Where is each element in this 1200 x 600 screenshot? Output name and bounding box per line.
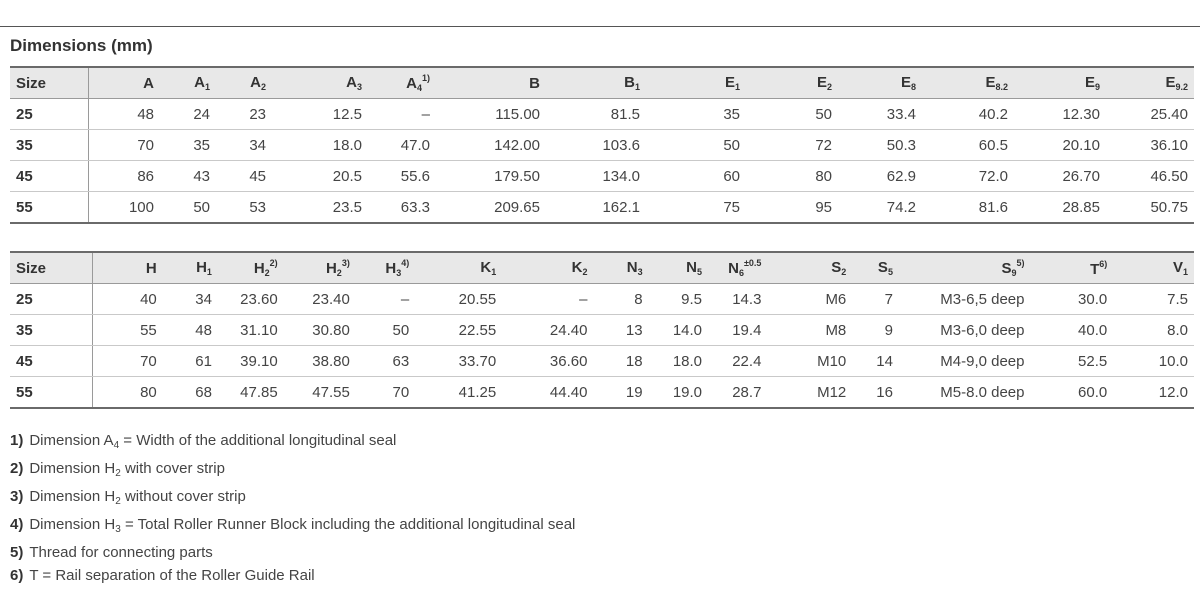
table-cell: 23.5	[272, 192, 368, 224]
table-cell: M4-9,0 deep	[899, 346, 1031, 377]
table-cell: 55	[93, 315, 163, 346]
column-header	[272, 67, 368, 99]
table-cell: 40.2	[922, 99, 1014, 130]
table-cell: 18.0	[272, 130, 368, 161]
header-subscript: 8	[910, 82, 916, 92]
column-header	[767, 252, 852, 284]
column-header	[216, 67, 272, 99]
table-cell: 80	[746, 161, 838, 192]
table-cell: M3-6,5 deep	[899, 284, 1031, 315]
footnote-text-end: with cover strip	[120, 460, 225, 477]
footnote-text: Dimension H	[29, 460, 116, 477]
header-subscript: 3	[637, 267, 643, 277]
table-cell: 16	[852, 377, 899, 409]
footnote-line	[10, 564, 575, 587]
footnote-text: T = Rail separation of the Roller Guide Rail	[29, 567, 315, 584]
column-header	[436, 67, 546, 99]
table-cell: 28.85	[1014, 192, 1106, 224]
header-symbol: A	[194, 74, 205, 91]
header-subscript: 1	[206, 267, 212, 277]
table-row	[10, 377, 1194, 409]
header-subscript: 3	[396, 268, 402, 278]
table-cell: 36.60	[502, 346, 593, 377]
column-header	[163, 252, 218, 284]
table-cell: 39.10	[218, 346, 284, 377]
header-symbol: E	[900, 74, 911, 91]
table-cell: 25.40	[1106, 99, 1194, 130]
footnotes	[10, 429, 575, 587]
table-cell: 12.0	[1113, 377, 1194, 409]
footnote-line	[10, 485, 575, 513]
footnote-text-end: = Total Roller Runner Block including the additional longitudinal seal	[120, 516, 576, 533]
footnote-subscript: 4	[113, 440, 120, 451]
table-cell: 61	[163, 346, 218, 377]
header-symbol: E	[816, 74, 827, 91]
table-cell: 14	[852, 346, 899, 377]
header-subscript: 5	[887, 267, 893, 277]
table-cell: 75	[646, 192, 746, 224]
column-header	[160, 67, 216, 99]
header-symbol: N	[728, 260, 739, 277]
table-cell: 81.5	[546, 99, 646, 130]
size-cell: 25	[10, 284, 93, 315]
header-symbol: H	[325, 260, 337, 277]
footnote-number: 2)	[10, 460, 24, 477]
footnote-line	[10, 541, 575, 564]
table-cell: 7.5	[1113, 284, 1194, 315]
table-cell: 50	[646, 130, 746, 161]
table-cell: 35	[160, 130, 216, 161]
column-header	[93, 252, 163, 284]
table-cell: 36.10	[1106, 130, 1194, 161]
footnote-number: 1)	[10, 432, 24, 449]
footnote-subscript: 2	[115, 468, 121, 479]
table-cell: 55.6	[368, 161, 436, 192]
header-subscript: 9	[1011, 268, 1017, 278]
header-footnote-ref: 1)	[421, 73, 430, 83]
header-footnote-ref: 5)	[1016, 258, 1025, 268]
column-header	[88, 67, 160, 99]
column-header	[10, 67, 88, 99]
table-cell: 7	[852, 284, 899, 315]
table-cell: 50.75	[1106, 192, 1194, 224]
table-cell: 134.0	[546, 161, 646, 192]
table-cell: 72.0	[922, 161, 1014, 192]
table-cell: 47.55	[284, 377, 356, 409]
table-cell: 9	[852, 315, 899, 346]
table-cell: 43	[160, 161, 216, 192]
table-cell: 40	[93, 284, 163, 315]
table-cell: 115.00	[436, 99, 546, 130]
footnote-text-end: = Width of the additional longitudinal seal	[119, 432, 397, 449]
header-footnote-ref: 4)	[401, 258, 410, 268]
table-cell: 18.0	[649, 346, 708, 377]
size-cell: 45	[10, 346, 93, 377]
column-header	[649, 252, 708, 284]
header-subscript: 2	[826, 82, 832, 92]
table-cell: 63.3	[368, 192, 436, 224]
table-cell: 13	[593, 315, 648, 346]
header-symbol: A	[346, 74, 357, 91]
table-cell: M5-8.0 deep	[899, 377, 1031, 409]
table-cell: 33.4	[838, 99, 922, 130]
footnote-subscript: 3	[115, 524, 121, 535]
table-cell: 14.0	[649, 315, 708, 346]
header-symbol: H	[145, 259, 157, 277]
dimensions-table-2	[10, 251, 1194, 409]
table-cell: 12.5	[272, 99, 368, 130]
column-header	[356, 252, 415, 284]
size-cell: 35	[10, 315, 93, 346]
header-symbol: S	[1001, 260, 1012, 277]
table-cell: 41.25	[415, 377, 502, 409]
table-header-row	[10, 252, 1194, 284]
column-header	[546, 67, 646, 99]
table-cell: 70	[88, 130, 160, 161]
table-row	[10, 161, 1194, 192]
header-symbol: Size	[16, 74, 47, 92]
footnote-line	[10, 457, 575, 485]
footnote-text: Dimension A	[29, 432, 114, 449]
table-cell: 50	[356, 315, 415, 346]
column-header	[838, 67, 922, 99]
size-cell: 55	[10, 192, 88, 224]
size-cell: 35	[10, 130, 88, 161]
header-subscript: 1	[1182, 267, 1188, 277]
footnote-text: Dimension H	[29, 488, 116, 505]
table-cell: 72	[746, 130, 838, 161]
table-cell: 20.55	[415, 284, 502, 315]
header-subscript: 2	[582, 267, 588, 277]
table-cell: –	[502, 284, 593, 315]
table-cell: 24.40	[502, 315, 593, 346]
table-cell: 35	[646, 99, 746, 130]
header-symbol: N	[626, 259, 638, 276]
column-header	[218, 252, 284, 284]
header-subscript: 8.2	[995, 82, 1008, 92]
table-cell: 22.4	[708, 346, 767, 377]
table-cell: 18	[593, 346, 648, 377]
table-cell: 19.0	[649, 377, 708, 409]
table-cell: 38.80	[284, 346, 356, 377]
footnote-subscript: 2	[115, 496, 121, 507]
header-subscript: 1	[634, 82, 640, 92]
column-header	[1014, 67, 1106, 99]
footnote-line	[10, 513, 575, 541]
top-divider	[0, 26, 1200, 27]
table-header-row	[10, 67, 1194, 99]
table-cell: 26.70	[1014, 161, 1106, 192]
table-cell: M10	[767, 346, 852, 377]
header-symbol: T	[1090, 260, 1100, 278]
table-cell: 95	[746, 192, 838, 224]
header-symbol: K	[571, 259, 583, 276]
header-subscript: 9.2	[1175, 82, 1188, 92]
column-header	[899, 252, 1031, 284]
table-cell: 63	[356, 346, 415, 377]
table-cell: 62.9	[838, 161, 922, 192]
table-cell: 47.0	[368, 130, 436, 161]
table-cell: 162.1	[546, 192, 646, 224]
page-title: Dimensions (mm)	[10, 36, 153, 55]
column-header	[368, 67, 436, 99]
table-cell: 44.40	[502, 377, 593, 409]
table-row	[10, 99, 1194, 130]
header-subscript: 4	[416, 83, 422, 93]
table-cell: 10.0	[1113, 346, 1194, 377]
table-cell: 52.5	[1031, 346, 1114, 377]
column-header	[1106, 67, 1194, 99]
column-header	[1113, 252, 1194, 284]
table-cell: 50.3	[838, 130, 922, 161]
header-subscript: 2	[260, 82, 266, 92]
header-symbol: H	[253, 260, 265, 277]
table-row	[10, 130, 1194, 161]
table-cell: 80	[93, 377, 163, 409]
table-cell: 34	[216, 130, 272, 161]
table-cell: 22.55	[415, 315, 502, 346]
column-header	[502, 252, 593, 284]
size-cell: 55	[10, 377, 93, 409]
table-cell: 30.0	[1031, 284, 1114, 315]
column-header	[415, 252, 502, 284]
table-cell: 100	[88, 192, 160, 224]
header-subscript: 1	[491, 267, 497, 277]
size-cell: 25	[10, 99, 88, 130]
table-cell: 60.0	[1031, 377, 1114, 409]
table-row	[10, 192, 1194, 224]
table-cell: 86	[88, 161, 160, 192]
table-cell: 31.10	[218, 315, 284, 346]
table-cell: 34	[163, 284, 218, 315]
header-symbol: K	[480, 259, 492, 276]
table-cell: 23.60	[218, 284, 284, 315]
header-footnote-ref: ±0.5	[743, 258, 762, 268]
footnote-number: 6)	[10, 567, 24, 584]
table-cell: 9.5	[649, 284, 708, 315]
table-cell: 45	[216, 161, 272, 192]
table-cell: –	[356, 284, 415, 315]
header-symbol: A	[143, 74, 154, 92]
table-cell: M6	[767, 284, 852, 315]
table-cell: 23	[216, 99, 272, 130]
footnote-text: Thread for connecting parts	[29, 544, 213, 561]
header-subscript: 3	[356, 82, 362, 92]
header-subscript: 2	[841, 267, 847, 277]
header-symbol: S	[877, 259, 888, 276]
header-subscript: 5	[697, 267, 703, 277]
table-cell: 81.6	[922, 192, 1014, 224]
footnote-number: 4)	[10, 516, 24, 533]
header-symbol: S	[831, 259, 842, 276]
column-header	[746, 67, 838, 99]
table-cell: 179.50	[436, 161, 546, 192]
column-header	[852, 252, 899, 284]
header-subscript: 1	[204, 82, 210, 92]
header-symbol: H	[196, 259, 207, 276]
table-cell: M12	[767, 377, 852, 409]
footnote-line	[10, 429, 575, 457]
table-cell: 19.4	[708, 315, 767, 346]
footnote-number: 5)	[10, 544, 24, 561]
table-cell: 20.10	[1014, 130, 1106, 161]
table-cell: 103.6	[546, 130, 646, 161]
header-symbol: E	[1084, 74, 1095, 91]
table-cell: 28.7	[708, 377, 767, 409]
column-header	[284, 252, 356, 284]
header-subscript: 2	[336, 268, 342, 278]
footnote-number: 3)	[10, 488, 24, 505]
header-subscript: 2	[264, 268, 270, 278]
table-cell: 48	[88, 99, 160, 130]
dimensions-table-1	[10, 66, 1194, 224]
header-symbol: V	[1172, 259, 1183, 276]
table-cell: 68	[163, 377, 218, 409]
table-cell: 50	[160, 192, 216, 224]
table-cell: 40.0	[1031, 315, 1114, 346]
table-cell: 8	[593, 284, 648, 315]
footnote-text: Dimension H	[29, 516, 116, 533]
table-cell: 20.5	[272, 161, 368, 192]
table-cell: 23.40	[284, 284, 356, 315]
table-cell: 74.2	[838, 192, 922, 224]
column-header	[593, 252, 648, 284]
table-cell: 47.85	[218, 377, 284, 409]
table-cell: 48	[163, 315, 218, 346]
table-cell: 33.70	[415, 346, 502, 377]
table-cell: –	[368, 99, 436, 130]
header-subscript: 9	[1094, 82, 1100, 92]
table-cell: 50	[746, 99, 838, 130]
header-symbol: Size	[16, 259, 47, 277]
table-cell: 209.65	[436, 192, 546, 224]
column-header	[10, 252, 93, 284]
header-footnote-ref: 2)	[269, 258, 278, 268]
header-symbol: E	[724, 74, 735, 91]
table-cell: 19	[593, 377, 648, 409]
footnote-text-end: without cover strip	[120, 488, 246, 505]
header-symbol: E	[1165, 74, 1176, 91]
table-row	[10, 346, 1194, 377]
table-cell: 70	[356, 377, 415, 409]
table-cell: 142.00	[436, 130, 546, 161]
table-cell: 14.3	[708, 284, 767, 315]
table-cell: 60.5	[922, 130, 1014, 161]
table-cell: 24	[160, 99, 216, 130]
table-cell: 60	[646, 161, 746, 192]
header-symbol: A	[406, 75, 417, 92]
header-footnote-ref: 3)	[341, 258, 350, 268]
table-cell: 30.80	[284, 315, 356, 346]
header-subscript: 1	[734, 82, 740, 92]
column-header	[1031, 252, 1114, 284]
header-symbol: B	[529, 74, 540, 92]
header-subscript: 6	[738, 268, 744, 278]
table-cell: 12.30	[1014, 99, 1106, 130]
column-header	[708, 252, 767, 284]
header-footnote-ref: 6)	[1099, 258, 1108, 269]
table-cell: M3-6,0 deep	[899, 315, 1031, 346]
header-symbol: B	[624, 74, 635, 91]
table-cell: 8.0	[1113, 315, 1194, 346]
table-cell: M8	[767, 315, 852, 346]
table-cell: 46.50	[1106, 161, 1194, 192]
column-header	[922, 67, 1014, 99]
table-cell: 70	[93, 346, 163, 377]
column-header	[646, 67, 746, 99]
header-symbol: E	[985, 74, 996, 91]
header-symbol: A	[250, 74, 261, 91]
table-row	[10, 284, 1194, 315]
header-symbol: H	[385, 260, 397, 277]
table-row	[10, 315, 1194, 346]
header-symbol: N	[686, 259, 697, 276]
size-cell: 45	[10, 161, 88, 192]
table-cell: 53	[216, 192, 272, 224]
